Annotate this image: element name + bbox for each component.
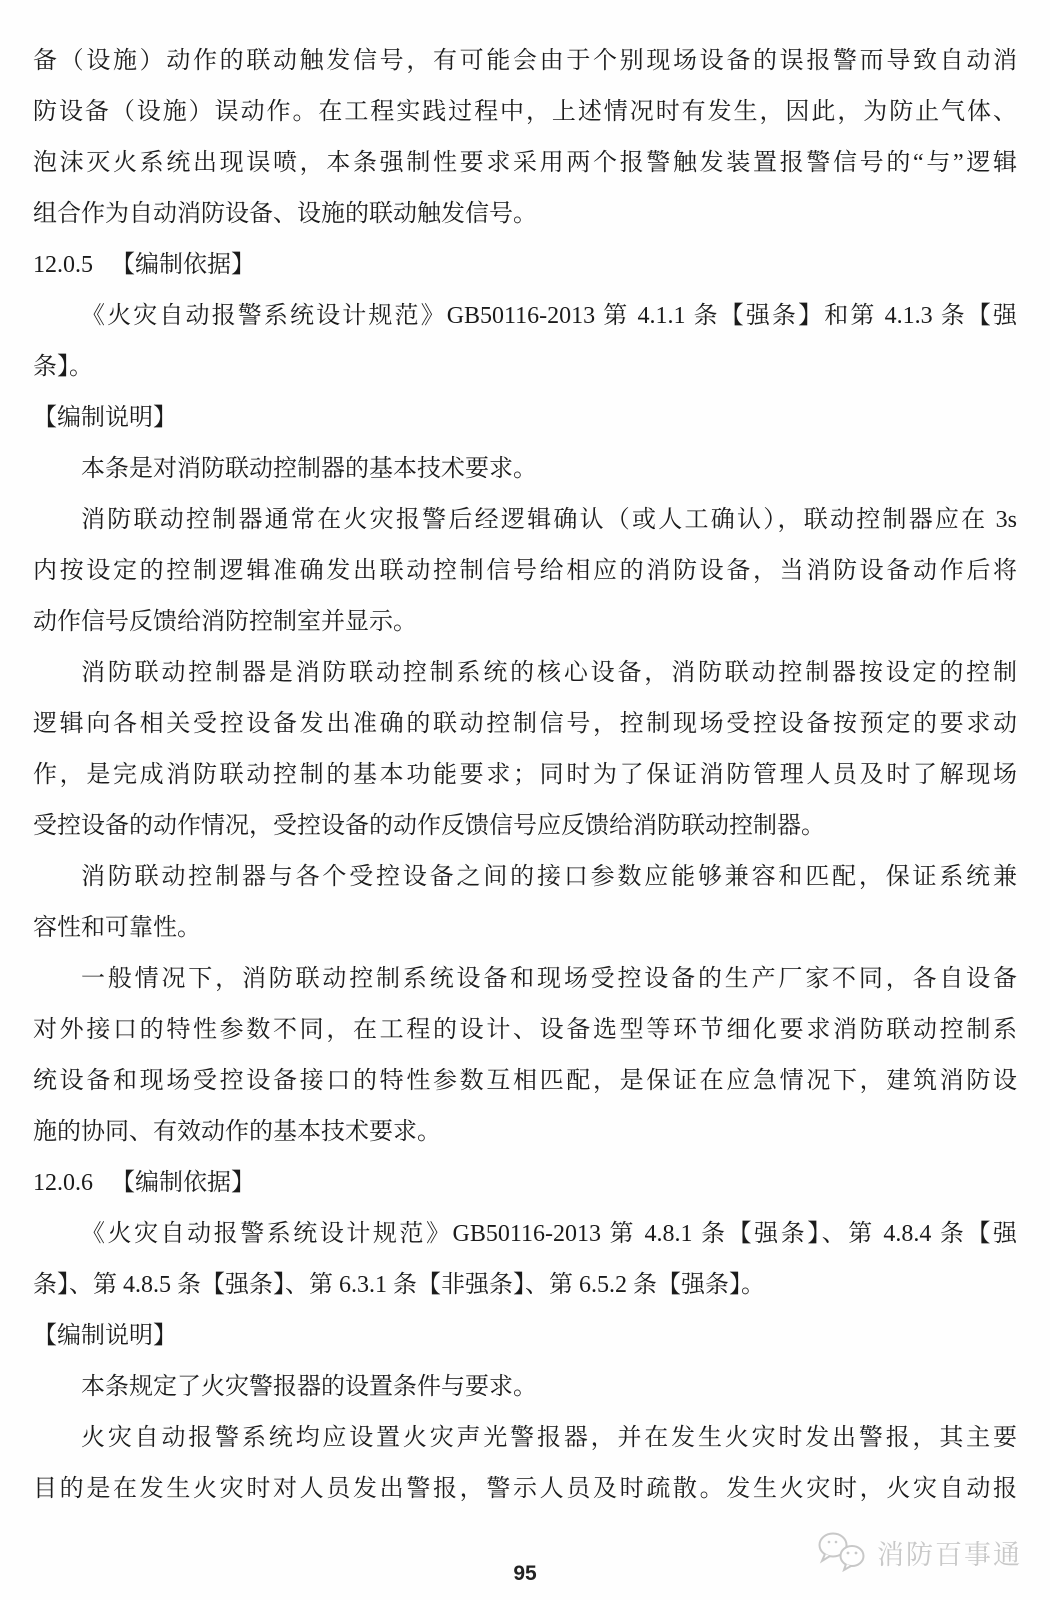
text-line: 逻辑向各相关受控设备发出准确的联动控制信号，控制现场受控设备按预定的要求动 bbox=[33, 711, 1017, 737]
paragraph bbox=[33, 1362, 1017, 1413]
clause-heading bbox=[33, 1158, 1017, 1209]
text-line: 泡沫灭火系统出现误喷，本条强制性要求采用两个报警触发装置报警信号的“与”逻辑 bbox=[33, 150, 1017, 176]
text-line: 防设备（设施）误动作。在工程实践过程中，上述情况时有发生，因此，为防止气体、 bbox=[33, 99, 1017, 125]
paragraph bbox=[33, 36, 1017, 240]
text-line: 【编制说明】 bbox=[33, 1323, 177, 1349]
text-line: 受控设备的动作情况，受控设备的动作反馈信号应反馈给消防联动控制器。 bbox=[33, 813, 825, 839]
text-line: 条】。 bbox=[33, 354, 93, 380]
text-line: 容性和可靠性。 bbox=[33, 915, 201, 941]
watermark-text: 消防百事通 bbox=[877, 1539, 1022, 1570]
paragraph bbox=[33, 444, 1017, 495]
paragraph bbox=[33, 852, 1017, 954]
text-line: 施的协同、有效动作的基本技术要求。 bbox=[33, 1119, 441, 1145]
text-line: 消防联动控制器与各个受控设备之间的接口参数应能够兼容和匹配，保证系统兼 bbox=[81, 864, 1017, 890]
text-line: 《火灾自动报警系统设计规范》GB50116-2013 第 4.8.1 条【强条】、第 4.8.4 条【强 bbox=[81, 1221, 1017, 1247]
text-line: 一般情况下，消防联动控制系统设备和现场受控设备的生产厂家不同，各自设备 bbox=[81, 966, 1017, 992]
text-line: 本条规定了火灾警报器的设置条件与要求。 bbox=[81, 1374, 537, 1400]
text-line: 动作信号反馈给消防控制室并显示。 bbox=[33, 609, 417, 635]
text-line: 作，是完成消防联动控制的基本功能要求；同时为了保证消防管理人员及时了解现场 bbox=[33, 762, 1017, 788]
text-line: 本条是对消防联动控制器的基本技术要求。 bbox=[81, 456, 537, 482]
text-line: 火灾自动报警系统均应设置火灾声光警报器，并在发生火灾时发出警报，其主要 bbox=[81, 1425, 1017, 1451]
text-line: 备（设施）动作的联动触发信号，有可能会由于个别现场设备的误报警而导致自动消 bbox=[33, 48, 1017, 74]
text-line: 目的是在发生火灾时对人员发出警报，警示人员及时疏散。发生火灾时，火灾自动报 bbox=[33, 1476, 1017, 1502]
paragraph bbox=[33, 495, 1017, 648]
text-line bbox=[33, 240, 1017, 291]
text-line: 【编制说明】 bbox=[33, 405, 177, 431]
paragraph bbox=[33, 648, 1017, 852]
clause-number: 12.0.6 bbox=[33, 1170, 93, 1196]
paragraph bbox=[33, 954, 1017, 1158]
text-line: 消防联动控制器通常在火灾报警后经逻辑确认（或人工确认），联动控制器应在 3s bbox=[81, 507, 1017, 533]
clause-title: 【编制依据】 bbox=[111, 252, 255, 278]
clause-number: 12.0.5 bbox=[33, 252, 93, 278]
section-heading bbox=[33, 1311, 1017, 1362]
text-line: 条】、第 4.8.5 条【强条】、第 6.3.1 条【非强条】、第 6.5.2 条【强条】。 bbox=[33, 1272, 765, 1298]
text-line: 《火灾自动报警系统设计规范》GB50116-2013 第 4.1.1 条【强条】和第 4.1.3 条【强 bbox=[81, 303, 1017, 329]
text-line: 对外接口的特性参数不同，在工程的设计、设备选型等环节细化要求消防联动控制系 bbox=[33, 1017, 1017, 1043]
paragraph bbox=[33, 1413, 1017, 1515]
text-line: 内按设定的控制逻辑准确发出联动控制信号给相应的消防设备，当消防设备动作后将 bbox=[33, 558, 1017, 584]
clause-heading bbox=[33, 240, 1017, 291]
clause-title: 【编制依据】 bbox=[111, 1170, 255, 1196]
section-heading bbox=[33, 393, 1017, 444]
text-line bbox=[33, 1158, 1017, 1209]
paragraph bbox=[33, 1209, 1017, 1311]
paragraph bbox=[33, 291, 1017, 393]
document-body bbox=[33, 36, 1017, 1515]
text-line: 消防联动控制器是消防联动控制系统的核心设备，消防联动控制器按设定的控制 bbox=[81, 660, 1017, 686]
text-line: 组合作为自动消防设备、设施的联动触发信号。 bbox=[33, 201, 537, 227]
text-line: 统设备和现场受控设备接口的特性参数互相匹配，是保证在应急情况下，建筑消防设 bbox=[33, 1068, 1017, 1094]
page-number: 95 bbox=[513, 1562, 537, 1585]
